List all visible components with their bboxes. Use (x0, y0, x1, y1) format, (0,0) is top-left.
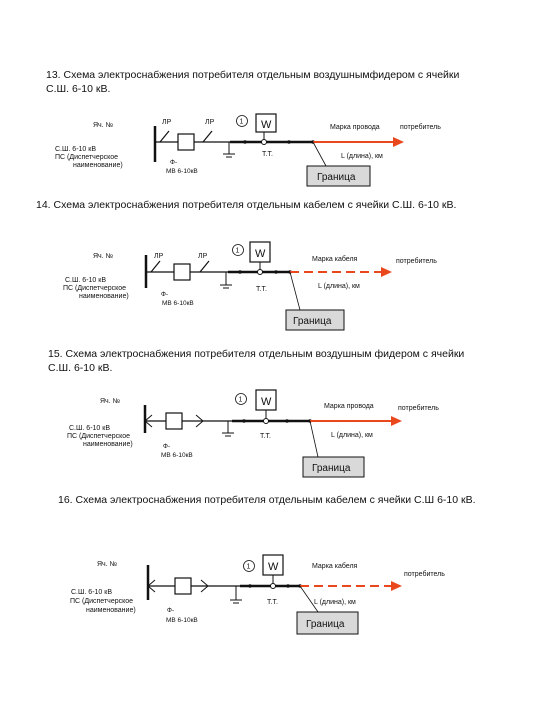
breaker-label: МВ 6-10кВ (162, 300, 194, 307)
wire-mark-label: Марка кабеля (312, 563, 358, 570)
wattmeter-label: W (261, 119, 272, 131)
breaker-label: МВ 6-10кВ (166, 168, 198, 175)
wattmeter-label: W (255, 248, 266, 260)
bus-label-line1: С.Ш. 6-10 кВ (55, 146, 96, 153)
boundary-pointer (290, 272, 300, 310)
bus-label-line3: наименование) (86, 607, 136, 614)
consumer-label: потребитель (396, 258, 437, 265)
junction-dot (243, 140, 246, 143)
scheme-15-diagram (0, 385, 540, 485)
bus-label-line2: ПС (Диспетчерское (70, 598, 134, 605)
scheme-16-diagram (0, 540, 540, 650)
phase-label: Ф- (167, 607, 175, 614)
meter-number: 1 (239, 118, 244, 126)
scheme-13-diagram (0, 106, 540, 206)
cell-number-label: Яч. № (93, 253, 114, 260)
breaker-box (178, 134, 194, 150)
wire-mark-label: Марка кабеля (312, 256, 358, 263)
disconnector-2-label: ЛР (198, 253, 208, 260)
wattmeter-label: W (261, 396, 272, 408)
meter-number: 1 (246, 563, 251, 571)
disconnector-2-label: ЛР (205, 119, 215, 126)
plug-contact-upper (201, 580, 208, 586)
junction-dot (242, 419, 245, 422)
plug-contact-lower (196, 421, 203, 427)
disconnector-1-blade (151, 261, 160, 272)
scheme-16-heading: 16. Схема электроснабжения потребителя отдельным кабелем с ячейки С.Ш 6-10 кВ. (58, 494, 476, 506)
bus-label-line2: ПС (Диспетчерское (63, 285, 127, 292)
current-transformer (262, 140, 267, 145)
junction-dot (248, 584, 251, 587)
scheme-13-heading: 13. Схема электроснабжения потребителя отдельным воздушнымфидером с ячейки С.Ш. 6-10 кВ. (46, 69, 460, 95)
consumer-label: потребитель (400, 124, 441, 131)
junction-dot (238, 270, 241, 273)
consumer-arrow-icon (391, 416, 402, 426)
bus-label-line1: С.Ш. 6-10 кВ (71, 589, 112, 596)
disconnector-2-blade (200, 261, 209, 272)
consumer-arrow-icon (393, 137, 404, 147)
plug-contact-lower (201, 586, 208, 592)
junction-dot (285, 419, 288, 422)
phase-label: Ф- (163, 443, 171, 450)
wire-mark-label: Марка провода (330, 124, 380, 131)
breaker-label: МВ 6-10кВ (166, 617, 198, 624)
boundary-label: Граница (317, 172, 356, 183)
bus-label-line3: наименование) (73, 162, 123, 169)
bus-label-line2: ПС (Диспетчерское (55, 154, 119, 161)
current-transformer (264, 419, 269, 424)
consumer-arrow-icon (381, 267, 392, 277)
junction-dot (287, 140, 290, 143)
junction-dot (274, 270, 277, 273)
length-label: L (длина), км (314, 599, 356, 606)
ct-label: Т.Т. (267, 599, 278, 606)
scheme-14-heading: 14. Схема электроснабжения потребителя отдельным кабелем с ячейки С.Ш. 6-10 кВ. (36, 199, 457, 211)
length-label: L (длина), км (341, 153, 383, 160)
breaker-box (166, 413, 182, 429)
bus-label-line1: С.Ш. 6-10 кВ (65, 277, 106, 284)
ct-label: Т.Т. (260, 433, 271, 440)
current-transformer (271, 584, 276, 589)
bus-label-line3: наименование) (83, 441, 133, 448)
current-transformer-label: Т.Т. (262, 151, 273, 158)
wattmeter-label: W (268, 561, 279, 573)
junction-dot (286, 584, 289, 587)
cell-number-label: Яч. № (93, 122, 114, 129)
boundary-label: Граница (312, 463, 351, 474)
breaker-label: МВ 6-10кВ (161, 452, 193, 459)
current-transformer (258, 270, 263, 275)
bus-label-line3: наименование) (79, 293, 129, 300)
disconnector-1-label: ЛР (154, 253, 164, 260)
phase-label: Ф- (161, 291, 169, 298)
disconnector-2-blade (203, 131, 212, 142)
plug-contact-upper (196, 415, 203, 421)
length-label: L (длина), км (318, 283, 360, 290)
cell-number-label: Яч. № (97, 561, 118, 568)
scheme-15-heading: 15. Схема электроснабжения потребителя отдельным воздушным фидером с ячейки С.Ш. 6-10 кВ. (48, 348, 465, 374)
phase-label: Ф- (170, 159, 178, 166)
meter-number: 1 (235, 247, 240, 255)
disconnector-1-blade (160, 131, 169, 142)
disconnector-1-label: ЛР (162, 119, 172, 126)
boundary-pointer (313, 142, 326, 166)
wire-mark-label: Марка провода (324, 403, 374, 410)
boundary-pointer (310, 421, 318, 457)
consumer-arrow-icon (391, 581, 402, 591)
bus-label-line1: С.Ш. 6-10 кВ (69, 425, 110, 432)
scheme-14-diagram (0, 236, 540, 336)
ct-label: Т.Т. (256, 286, 267, 293)
consumer-label: потребитель (398, 405, 439, 412)
breaker-box (174, 264, 190, 280)
boundary-label: Граница (306, 619, 345, 630)
cell-number-label: Яч. № (100, 398, 121, 405)
boundary-label: Граница (293, 316, 332, 327)
bus-label-line2: ПС (Диспетчерское (67, 433, 131, 440)
breaker-box (175, 578, 191, 594)
consumer-label: потребитель (404, 571, 445, 578)
length-label: L (длина), км (331, 432, 373, 439)
meter-number: 1 (238, 396, 243, 404)
